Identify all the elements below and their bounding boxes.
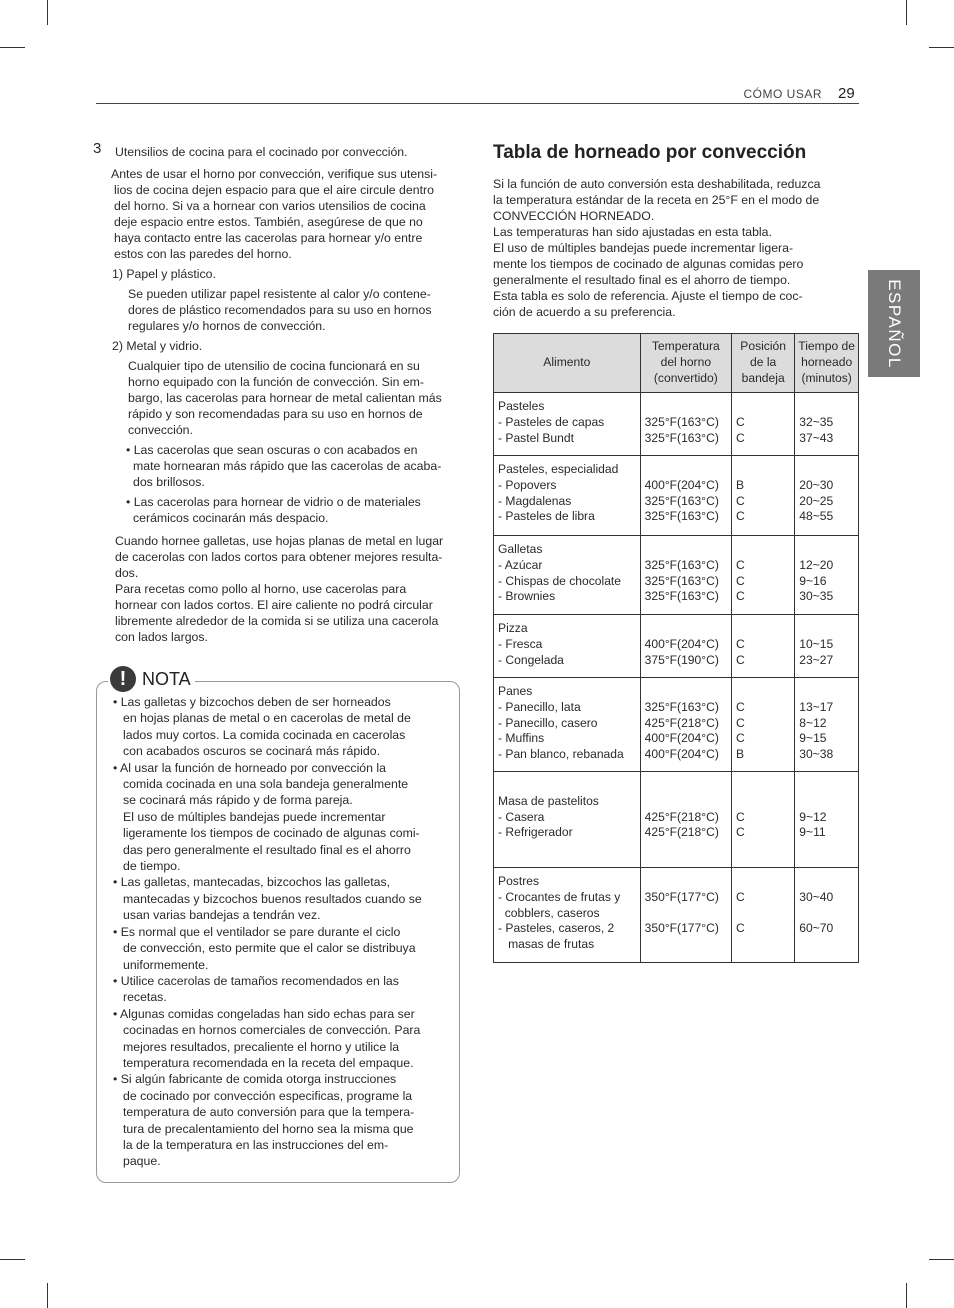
step-number: 3 [93, 140, 102, 157]
cell-food: Postres - Crocantes de frutas y cobblers, caseros - Pasteles, caseros, 2 masas de frutas [494, 868, 641, 963]
bullet-glass-pans: • Las cacerolas para hornear de vidrio o de materiales cerámicos cocinarán más despacio. [126, 495, 421, 525]
header-food: Alimento [494, 334, 641, 393]
cell-temp: 325°F(163°C) 325°F(163°C) [640, 393, 731, 456]
cell-food: Pasteles, especialidad - Popovers - Magdalenas - Pasteles de libra [494, 456, 641, 536]
table-row [494, 868, 859, 963]
bullet-dark-pans: • Las cacerolas que sean oscuras o con acabados en mate hornearan más rápido que las cacerolas de acaba- dos brillosos. [126, 443, 442, 489]
table-row [494, 536, 859, 615]
header-temp: Temperatura del horno (convertido) [640, 334, 731, 393]
intro-paragraph: Antes de usar el horno por convección, verifique sus utensi- lios de cocina dejen espacio para que el aire circule dentro del horno. Si va a hornear con varios utensilios de cocina deje espacio entre estos. También, asegúrese de que no haya contacto entre las cacerolas para hornear y/o entre estos con las paredes del horno. [111, 167, 438, 261]
cell-time: 9~12 9~11 [795, 772, 859, 868]
crop-mark [47, 1283, 48, 1308]
table-row [494, 772, 859, 868]
cell-time: 10~15 23~27 [795, 615, 859, 678]
cell-rack: C C [732, 868, 795, 963]
note-item: • Las galletas, mantecadas, bizcochos las galletas, mantecadas y bizcochos buenos resultados cuando se usan varias bandejas a tendrán vez. [113, 875, 422, 923]
table-row [494, 615, 859, 678]
crop-mark [906, 1283, 907, 1308]
cell-rack: C C C B [732, 678, 795, 772]
cell-rack: C C C [732, 536, 795, 615]
cell-food: Masa de pastelitos - Casera - Refrigerador [494, 772, 641, 868]
cell-rack: C C [732, 615, 795, 678]
cell-food: Panes - Panecillo, lata - Panecillo, casero - Muffins - Pan blanco, rebanada [494, 678, 641, 772]
cell-food: Pasteles - Pasteles de capas - Pastel Bundt [494, 393, 641, 456]
cell-food: Pizza - Fresca - Congelada [494, 615, 641, 678]
cell-rack: C C [732, 772, 795, 868]
note-header [108, 666, 195, 692]
table-intro: Si la función de auto conversión esta deshabilitada, reduzca la temperatura estándar de la receta en 25°F en el modo de CONVECCIÓN HORNEADO. Las temperaturas han sido ajustadas en esta tabla. El uso de múltiples bandejas puede incrementar ligera- mente los tiempos de cocinado de algunas comidas pero generalmente el resultado final es el ahorro de tiempo. Esta tabla es solo de referencia. Ajuste el tiempo de coc- ción de acuerdo a su preferencia. [493, 177, 821, 319]
table-row [494, 393, 859, 456]
cell-temp: 325°F(163°C) 425°F(218°C) 400°F(204°C) 400°F(204°C) [640, 678, 731, 772]
crop-mark [929, 1259, 954, 1260]
cell-temp: 400°F(204°C) 375°F(190°C) [640, 615, 731, 678]
item2-heading: 2) Metal y vidrio. [112, 339, 203, 353]
cell-temp: 350°F(177°C) 350°F(177°C) [640, 868, 731, 963]
note-item: • Si algún fabricante de comida otorga instrucciones de cocinado por convección especificas, programe la temperatura de auto conversión para que la tempera- tura de precalentamiento del horno sea la misma que la de la temperatura en las instrucciones del em- paque. [113, 1072, 415, 1169]
cell-temp: 325°F(163°C) 325°F(163°C) 325°F(163°C) [640, 536, 731, 615]
language-tab-label: ESPAÑOL [885, 278, 904, 369]
note-item: • Utilice cacerolas de tamaños recomendados en las recetas. [113, 973, 399, 1005]
note-item: • Es normal que el ventilador se pare durante el ciclo de convección, esto permite que el calor se distribuya uniformemente. [113, 924, 416, 972]
item1-body: Se pueden utilizar papel resistente al calor y/o contene- dores de plástico recomendados para su uso en hornos regulares y/o hornos de convección. [128, 287, 432, 333]
cell-rack: B C C [732, 456, 795, 536]
note-item: • Las galletas y bizcochos deben de ser horneados en hojas planas de metal o en cacerolas de metal de lados muy cortos. La comida cocinada en cacerolas con acabados oscuros se cocinará más rápido. [113, 695, 411, 759]
crop-mark [929, 47, 954, 48]
cell-time: 12~20 9~16 30~35 [795, 536, 859, 615]
section-title: Tabla de horneado por convección [493, 142, 807, 163]
cell-temp: 400°F(204°C) 325°F(163°C) 325°F(163°C) [640, 456, 731, 536]
table-row [494, 456, 859, 536]
convection-baking-table [493, 333, 859, 963]
language-tab [868, 270, 920, 377]
header-rack: Posición de la bandeja [732, 334, 795, 393]
crop-mark [0, 1259, 25, 1260]
header-time: Tiempo de horneado (minutos) [795, 334, 859, 393]
closing-paragraph: Cuando hornee galletas, use hojas planas de metal en lugar de cacerolas con lados cortos para obtener mejores resulta- dos. Para recetas como pollo al horno, use cacerolas para hornear con lados cortos. El aire caliente no podrá circular libremente alrededor de la comida si se utiliza una cacerola con lados largos. [115, 534, 444, 644]
note-item: • Algunas comidas congeladas han sido echas para ser cocinadas en hornos comerciales de convección. Para mejores resultados, precaliente el horno y utilice la temperatura recomendada en la receta del empaque. [113, 1006, 421, 1070]
cell-time: 13~17 8~12 9~15 30~38 [795, 678, 859, 772]
cell-food: Galletas - Azúcar - Chispas de chocolate - Brownies [494, 536, 641, 615]
page-number: 29 [838, 85, 855, 102]
table-header-row [494, 334, 859, 393]
item1-heading: 1) Papel y plástico. [112, 267, 216, 281]
exclamation-icon: ! [110, 666, 136, 692]
cell-rack: C C [732, 393, 795, 456]
note-label: NOTA [142, 668, 191, 689]
crop-mark [47, 0, 48, 25]
step-title: Utensilios de cocina para el cocinado por convección. [115, 145, 408, 159]
crop-mark [0, 47, 25, 48]
note-item: • Al usar la función de horneado por convección la comida cocinada en una sola bandeja generalmente se cocinará más rápido y de forma pareja. El uso de múltiples bandejas puede incrementar ligeramente los tiempos de cocinado de algunas comi- das pero generalmente el resultado final es el ahorro de tiempo. [113, 760, 420, 874]
header-rule [96, 103, 859, 104]
note-list [113, 694, 453, 1170]
crop-mark [906, 0, 907, 25]
cell-time: 32~35 37~43 [795, 393, 859, 456]
section-label: CÓMO USAR [743, 87, 822, 101]
item2-body: Cualquier tipo de utensilio de cocina funcionará en su horno equipado con la función de convección. Sin em- bargo, las cacerolas para hornear de metal calientan más rápido y son recomendadas para su uso en hornos de convección. [128, 359, 442, 437]
cell-time: 30~40 60~70 [795, 868, 859, 963]
table-row [494, 678, 859, 772]
cell-time: 20~30 20~25 48~55 [795, 456, 859, 536]
cell-temp: 425°F(218°C) 425°F(218°C) [640, 772, 731, 868]
